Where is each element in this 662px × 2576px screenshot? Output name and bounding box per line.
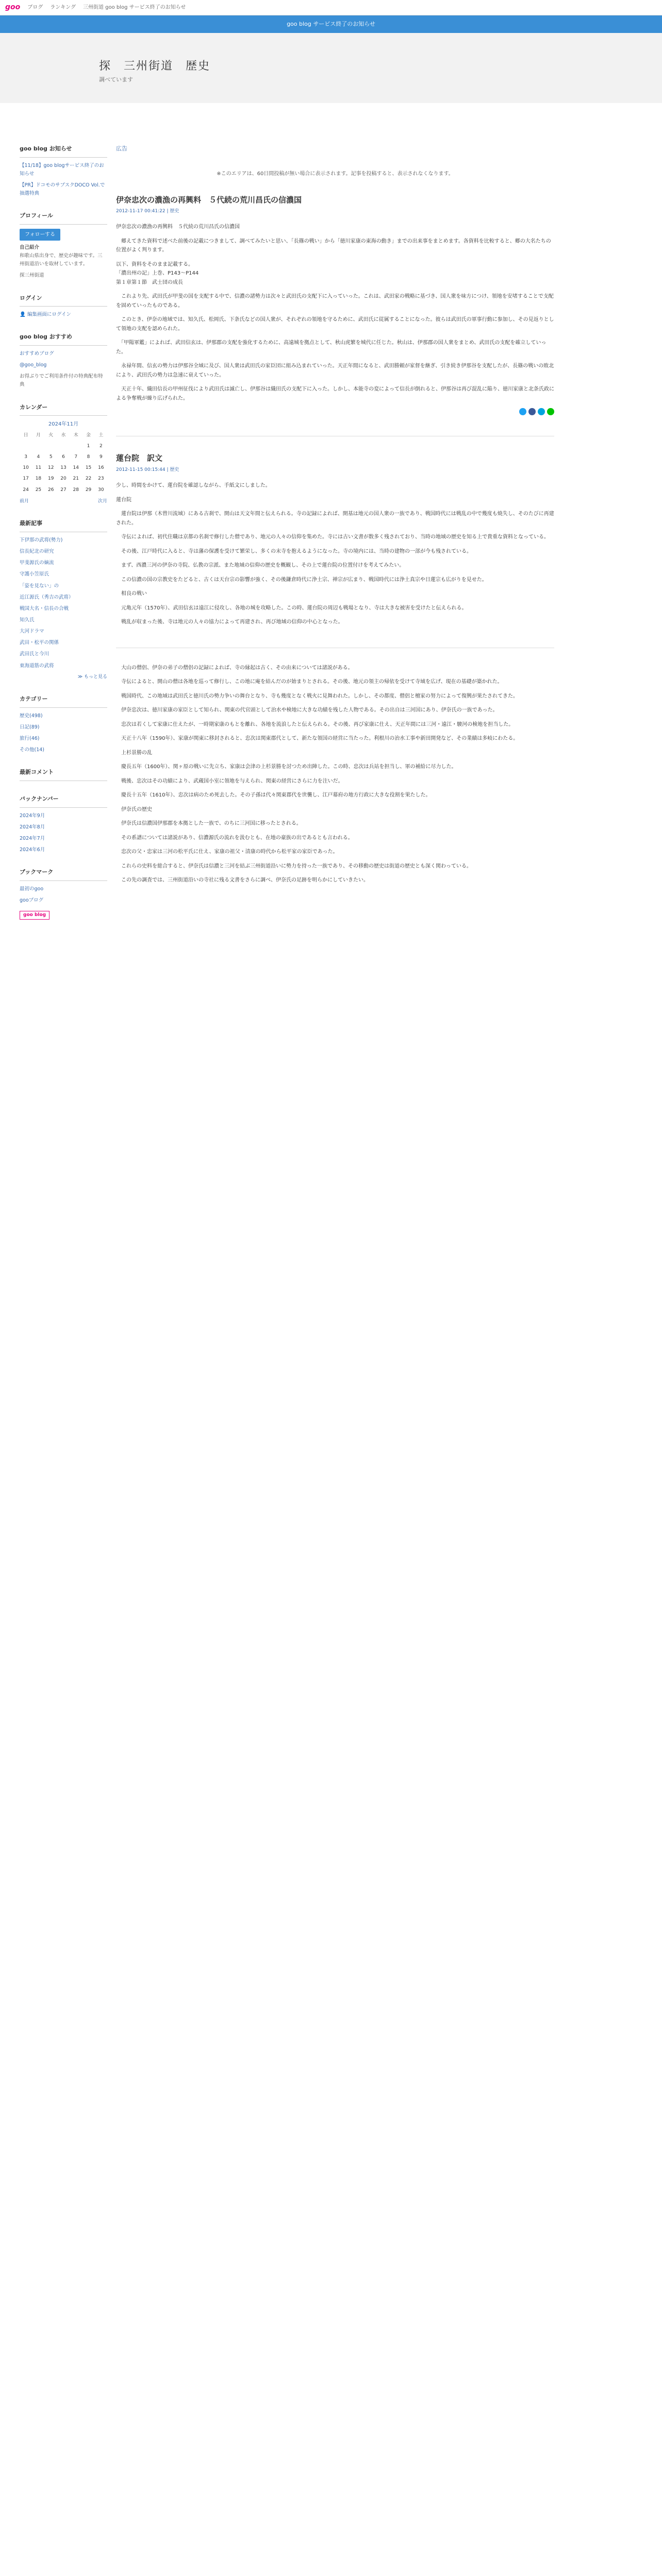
calendar-date bbox=[45, 441, 57, 452]
calendar-date: 27 bbox=[60, 487, 67, 493]
calendar-next[interactable]: 次月 bbox=[97, 499, 107, 504]
cal-day: 日 bbox=[23, 433, 28, 438]
share-buttons bbox=[116, 408, 554, 415]
ad-note: ※このエリアは、60日間投稿が無い場合に表示されます。記事を投稿すると、表示されなくなります。 bbox=[217, 171, 454, 177]
user-icon: 👤 bbox=[20, 312, 26, 318]
calendar-date: 8 bbox=[87, 454, 90, 460]
calendar-date: 9 bbox=[99, 454, 103, 460]
post-paragraph: 天正十八年（1590年）、家康が関東に移封されると、忠次は関東郡代として、新たな領国の経営に当たった。利根川の治水工事や新田開発など、その業績は多岐にわたる。 bbox=[116, 736, 519, 742]
post-title[interactable]: 伊奈忠次の濃漁の再興料 ５代続の荒川昌氏の信濃国 bbox=[116, 195, 302, 205]
post-paragraph: これより先、武田氏が甲斐の国を支配する中で、信濃の諸勢力は次々と武田氏の支配下に入っていった。これは、武田家の戦略に基づき、国人衆を味方につけ、領地を安堵することで支配を固めていったものである。 bbox=[116, 294, 554, 309]
post-paragraph: このとき、伊奈の地域では、知久氏、松岡氏、下条氏などの国人衆が、それぞれの領地を守るために、武田氏に従属することになった。彼らは武田氏の軍事行動に参加し、その見返りとして領地の支配を認められた。 bbox=[116, 317, 554, 332]
sidebar-recommend bbox=[20, 332, 107, 389]
post-paragraph: この信濃の国の宗教史をたどると、古くは天台宗の影響が強く、その後鎌倉時代に浄土宗、禅宗が広まり、戦国時代には浄土真宗や日蓮宗も広がりを見せた。 bbox=[116, 577, 487, 583]
profile-text: 和歌山県出身で、歴史が趣味です。三州街道沿いを取材しています。 bbox=[20, 253, 103, 267]
calendar-date: 23 bbox=[98, 476, 104, 482]
recommend-item[interactable]: おすすめブログ bbox=[20, 351, 54, 357]
post-paragraph: 以下、資料をそのまま記載する。 「濃出州の記」上巻、P143〜P144 第１章第１節 武士団の成長 bbox=[116, 261, 199, 285]
backnumber-link[interactable]: 2024年6月 bbox=[20, 847, 45, 853]
blog-title[interactable]: 探 三州街道 歴史 bbox=[99, 60, 211, 73]
recent-article-link[interactable]: 守護小笠原氏 bbox=[20, 571, 49, 578]
post-paragraph: 上杉景勝の乱 bbox=[116, 750, 152, 756]
calendar-date bbox=[70, 441, 82, 452]
sidebar-heading: 最新コメント bbox=[20, 768, 107, 781]
calendar-date: 21 bbox=[73, 476, 79, 482]
post-paragraph: その後、江戸時代に入ると、寺は藩の保護を受けて繁栄し、多くの末寺を抱えるようになった。寺の境内には、当時の建物の一部が今も残されている。 bbox=[116, 548, 472, 554]
calendar-date: 14 bbox=[73, 465, 79, 471]
post-paragraph: 伊奈忠次は、徳川家康の家臣として知られ、関東の代官頭として治水や検地に大きな功績を残した人物である。その出自は三河国にあり、伊奈氏の一族であった。 bbox=[116, 707, 498, 714]
recent-article-link[interactable]: 信長紀北の研究 bbox=[20, 549, 54, 555]
calendar-date bbox=[32, 441, 44, 452]
sidebar-recent bbox=[20, 519, 107, 681]
sidebar-profile bbox=[20, 211, 107, 280]
calendar-date: 4 bbox=[37, 454, 40, 460]
calendar-date: 7 bbox=[74, 454, 78, 460]
cal-day: 土 bbox=[98, 433, 104, 438]
category-link[interactable]: 旅行(46) bbox=[20, 735, 40, 741]
calendar-date: 11 bbox=[35, 465, 42, 471]
profile-name[interactable]: 探三州街道 bbox=[20, 273, 44, 279]
backnumber-link[interactable]: 2024年7月 bbox=[20, 835, 45, 841]
calendar-caption: 2024年11月 bbox=[48, 421, 79, 428]
post-paragraph: 伊奈氏は信濃国伊那郡を本拠とした一族で、のちに三河国に移ったとされる。 bbox=[116, 821, 302, 827]
calendar-date: 3 bbox=[24, 454, 27, 460]
recent-article-link[interactable]: 甲斐源氏の嫡流 bbox=[20, 560, 54, 566]
sidebar bbox=[20, 144, 107, 933]
post-paragraph: 永禄年間、信玄の勢力は伊那谷全域に及び、国人衆は武田氏の家臣団に組み込まれていった。天正年間になると、武田勝頼が家督を継ぎ、引き続き伊那谷を支配したが、長篠の戦いの敗北により、武田氏の勢力は急速に衰えていった。 bbox=[116, 363, 554, 378]
calendar-date: 5 bbox=[49, 454, 53, 460]
post-date[interactable]: 2012-11-17 00:41:22 | 歴史 bbox=[116, 209, 179, 214]
recent-article-link[interactable]: 近江源氏（秀吉の武将） bbox=[20, 594, 74, 600]
category-link[interactable]: 日記(89) bbox=[20, 724, 40, 730]
news-item[interactable]: 【11/18】goo blogサービス終了のお知らせ bbox=[20, 162, 104, 177]
sidebar-backnumber bbox=[20, 794, 107, 854]
calendar-date: 13 bbox=[60, 465, 67, 471]
post-paragraph: 慶長五年（1600年）、関ヶ原の戦いに先立ち、家康は会津の上杉景勝を討つため出陣した。この時、忠次は兵站を担当し、軍の補給に尽力した。 bbox=[116, 764, 457, 770]
hatena-share-icon[interactable] bbox=[538, 408, 545, 415]
calendar-date: 30 bbox=[98, 487, 104, 493]
post-body bbox=[116, 481, 554, 627]
recent-article-link[interactable]: 東海道筋の武将 bbox=[20, 663, 54, 669]
calendar-date bbox=[20, 441, 32, 452]
post-paragraph: 伊奈忠次の濃漁の再興料 ５代続の荒川昌氏の信濃国 bbox=[116, 224, 240, 230]
calendar-date: 19 bbox=[47, 476, 54, 482]
topbar-link-blog[interactable]: ブログ bbox=[27, 5, 43, 10]
calendar-date: 10 bbox=[23, 465, 29, 471]
calendar-date: 16 bbox=[98, 465, 104, 471]
calendar-table bbox=[20, 431, 107, 496]
follow-button[interactable]: フォローする bbox=[20, 229, 60, 241]
calendar-date: 6 bbox=[62, 454, 65, 460]
calendar-date: 18 bbox=[35, 476, 42, 482]
recent-article-link[interactable]: 知久氏 bbox=[20, 617, 35, 623]
post-title[interactable]: 蓮台院 訳文 bbox=[116, 453, 163, 463]
post-paragraph: 慶長十五年（1610年）、忠次は病のため死去した。その子孫は代々関東郡代を世襲し、江戸幕府の地方行政に大きな役割を果たした。 bbox=[116, 792, 431, 799]
post-body bbox=[116, 223, 554, 403]
backnumber-link[interactable]: 2024年9月 bbox=[20, 812, 45, 819]
sidebar-heading: goo blog おすすめ bbox=[20, 332, 107, 346]
sidebar-login bbox=[20, 294, 107, 319]
post-paragraph: 忠次の父・忠家は三河の松平氏に仕え、家康の祖父・清康の時代から松平家の家臣であった。 bbox=[116, 849, 338, 855]
cal-day: 木 bbox=[73, 433, 78, 438]
calendar-date: 2 bbox=[99, 443, 103, 449]
post-paragraph: 蓮台院 bbox=[116, 497, 131, 503]
ad-label: 広告 bbox=[116, 145, 127, 152]
calendar-date: 17 bbox=[23, 476, 29, 482]
top-bar bbox=[0, 0, 662, 15]
category-link[interactable]: その他(14) bbox=[20, 747, 45, 753]
sidebar-bookmark bbox=[20, 868, 107, 920]
goo-logo[interactable]: goo bbox=[5, 3, 21, 11]
blog-header bbox=[0, 15, 662, 103]
sidebar-heading: カテゴリー bbox=[20, 694, 107, 708]
sidebar-heading: プロフィール bbox=[20, 211, 107, 225]
facebook-share-icon[interactable] bbox=[528, 408, 536, 415]
recent-article-link[interactable]: 下伊那の武将(勢力) bbox=[20, 537, 63, 544]
post-paragraph: 戦乱が収まった後、寺は地元の人々の協力によって再建され、再び地域の信仰の中心となった。 bbox=[116, 619, 343, 625]
calendar-date: 12 bbox=[47, 465, 54, 471]
sidebar-heading: goo blog お知らせ bbox=[20, 144, 107, 158]
post-paragraph: 寺伝によると、開山の僧は各地を巡って修行し、この地に庵を結んだのが始まりとされる。その後、地元の領主の帰依を受けて寺域を広げ、現在の基礎が築かれた。 bbox=[116, 679, 503, 685]
post-paragraph: 天正十年、織田信長の甲州征伐により武田氏は滅亡し、伊那谷は織田氏の支配下に入った。しかし、本能寺の変によって信長が倒れると、伊那谷は再び混乱に陥り、徳川家康と北条氏政による争奪戦が繰り広げられた。 bbox=[116, 386, 554, 401]
calendar-date: 25 bbox=[35, 487, 42, 493]
cal-day: 金 bbox=[86, 433, 91, 438]
blog-description: 調べています bbox=[99, 76, 133, 83]
profile-label: 自己紹介 bbox=[20, 244, 40, 250]
goo-blog-badge[interactable]: goo blog bbox=[20, 911, 49, 920]
recent-article-link[interactable]: 大河ドラマ bbox=[20, 629, 44, 635]
post-date[interactable]: 2012-11-15 00:15:44 | 歴史 bbox=[116, 467, 179, 472]
sidebar-calendar bbox=[20, 403, 107, 506]
calendar-date: 29 bbox=[85, 487, 92, 493]
sidebar-heading: ログイン bbox=[20, 294, 107, 307]
post-paragraph: これらの史料を総合すると、伊奈氏は信濃と三河を結ぶ三州街道沿いに勢力を持った一族であり、その移動の歴史は街道の歴史とも深く関わっている。 bbox=[116, 863, 472, 869]
recommend-item[interactable]: @goo_blog bbox=[20, 362, 47, 368]
blog-post bbox=[116, 452, 554, 626]
post-body bbox=[116, 664, 554, 885]
recent-article-link[interactable]: 武田氏と今川 bbox=[20, 651, 49, 657]
blog-post bbox=[116, 664, 554, 885]
bookmark-link[interactable]: gooブログ bbox=[20, 897, 44, 904]
sidebar-category bbox=[20, 694, 107, 754]
post-paragraph: 大山の僧侶、伊奈の弟子の僧侶の記録によれば、寺の縁起は古く、その由来については諸説がある。 bbox=[116, 665, 353, 671]
recent-article-link[interactable]: 「姿を見ない」の bbox=[20, 583, 59, 589]
post-paragraph: 寺伝によれば、初代住職は京都の名刹で修行した僧であり、地元の人々の信仰を集めた。寺には古い文書が数多く残されており、当時の地域の歴史を知る上で貴重な資料となっている。 bbox=[116, 534, 549, 540]
cal-day: 月 bbox=[36, 433, 41, 438]
calendar-date bbox=[57, 441, 70, 452]
sidebar-comments bbox=[20, 768, 107, 781]
post-paragraph: 郷えてきた資料で述べた前後の記載につきまして、調べてみたいと思い、「長篠の戦い」から「徳川家康の東海の動き」までの出来事をまとめます。各資料を比較すると、郷の大名たちの位置がよく判ります。 bbox=[116, 238, 551, 253]
calendar-date: 26 bbox=[47, 487, 54, 493]
post-paragraph: 戦国時代、この地域は武田氏と徳川氏の勢力争いの舞台となり、寺も幾度となく戦火に見舞われた。しかし、その都度、僧侶と檀家の努力によって復興が果たされてきた。 bbox=[116, 693, 518, 699]
recent-article-link[interactable]: 戦国大名・信長の合戦 bbox=[20, 605, 69, 612]
calendar-date: 28 bbox=[73, 487, 79, 493]
post-paragraph: 少し、時間をかけて、蓮台院を確認しながら、手紙文にしました。 bbox=[116, 483, 271, 489]
category-link[interactable]: 歴史(498) bbox=[20, 713, 43, 719]
calendar-date: 20 bbox=[60, 476, 67, 482]
topbar-link-ranking[interactable]: ランキング bbox=[50, 5, 76, 10]
cal-day: 火 bbox=[48, 433, 54, 438]
bookmark-link[interactable]: 最初のgoo bbox=[20, 886, 44, 892]
main-content bbox=[116, 144, 554, 906]
calendar-prev[interactable]: 前月 bbox=[20, 499, 29, 504]
calendar-date: 1 bbox=[87, 443, 90, 449]
backnumber-link[interactable]: 2024年8月 bbox=[20, 824, 45, 830]
post-paragraph: 元亀元年（1570年）、武田信玄は遠江に侵攻し、各地の城を攻略した。この時、蓮台院の周辺も戦場となり、寺は大きな被害を受けたと伝えられる。 bbox=[116, 605, 467, 611]
sidebar-heading: バックナンバー bbox=[20, 794, 107, 808]
service-end-notice[interactable]: goo blog サービス終了のお知らせ bbox=[287, 20, 375, 27]
recent-article-link[interactable]: 武田・松平の関係 bbox=[20, 640, 59, 646]
recommend-text[interactable]: お得ぶりでご利用条件付の特典配布特典 bbox=[20, 374, 103, 388]
post-paragraph: 蓮台院は伊那（木曾川流域）にある古刹で、開山は天文年間と伝えられる。寺の記録によれば、開基は地元の国人衆の一族であり、戦国時代には戦乱の中で幾度も焼失し、そのたびに再建された。 bbox=[116, 511, 554, 526]
post-paragraph: 戦後、忠次はその功績により、武蔵国小室に領地を与えられ、関東の経営にさらに力を注いだ。 bbox=[116, 778, 343, 784]
sidebar-heading: カレンダー bbox=[20, 403, 107, 416]
calendar-date: 22 bbox=[85, 476, 92, 482]
post-paragraph: 伊奈氏の歴史 bbox=[116, 806, 152, 812]
calendar-date: 24 bbox=[23, 487, 29, 493]
post-paragraph: その系譜については諸説があり、信濃源氏の流れを汲むとも、在地の豪族の出であるとも言われる。 bbox=[116, 835, 353, 841]
post-paragraph: 相良の戦い bbox=[116, 591, 147, 597]
post-paragraph: まず、西濃三河の伊奈の寺院、仏教の宗派、また地域の信仰の歴史を概観し、その上で蓮台院の位置付けを考えてみたい。 bbox=[116, 563, 405, 569]
more-link[interactable]: ≫ もっと見る bbox=[77, 674, 107, 680]
sidebar-heading: ブックマーク bbox=[20, 868, 107, 881]
login-link[interactable]: 👤 編集画面にログイン bbox=[20, 312, 71, 318]
sidebar-heading: 最新記事 bbox=[20, 519, 107, 532]
post-paragraph: この先の調査では、三州街道沿いの寺社に残る文書をさらに調べ、伊奈氏の足跡を明らかにしていきたい。 bbox=[116, 877, 369, 884]
sidebar-news bbox=[20, 144, 107, 198]
calendar-date: 15 bbox=[85, 465, 92, 471]
blog-post bbox=[116, 194, 554, 416]
cal-day: 水 bbox=[61, 433, 66, 438]
news-item[interactable]: 【PR】ドコモのサブスクDOCO Vol.で 抽選特典 bbox=[20, 182, 105, 197]
topbar-link-notice[interactable]: 三州街道 goo blog サービス終了のお知らせ bbox=[82, 5, 186, 10]
twitter-share-icon[interactable] bbox=[519, 408, 526, 415]
post-paragraph: 「甲陽軍鑑」によれば、武田信玄は、伊那郡の支配を強化するために、高遠城を拠点として、秋山虎繁を城代に任じた。秋山は、伊那郡の国人衆をまとめ、武田氏の支配を確立していった。 bbox=[116, 340, 547, 355]
post-paragraph: 忠次は若くして家康に仕えたが、一時期家康のもとを離れ、各地を流浪したと伝えられる。その後、再び家康に仕え、天正年間には三河・遠江・駿河の検地を担当した。 bbox=[116, 721, 514, 727]
line-share-icon[interactable] bbox=[547, 408, 554, 415]
